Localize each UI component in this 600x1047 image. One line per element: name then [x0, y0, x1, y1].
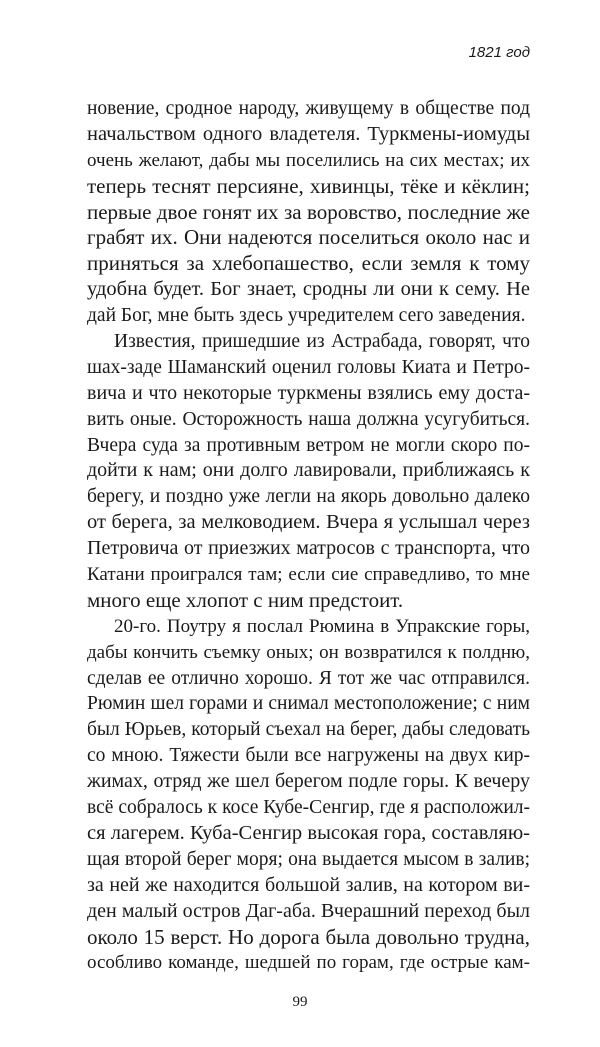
text-line: ден малый остров Даг-аба. Вчерашний переход был	[87, 899, 530, 922]
text-line: со мною. Тяжести были все нагружены на двух кир-	[87, 745, 530, 767]
text-line: приняться за хлебопашество, если земля к тому	[87, 251, 530, 276]
text-line: начальством одного владетеля. Туркмены-иомуды	[87, 122, 530, 145]
text-line: очень желают, дабы мы поселились на сих местах; их	[87, 149, 530, 171]
running-header: 1821 год	[468, 44, 530, 61]
text-line: вить оные. Осторожность наша должна усугубиться.	[87, 408, 530, 430]
text-line: был Юрьев, который съехал на берег, дабы следовать	[87, 719, 530, 741]
text-line: щая второй берег моря; она выдается мысом в залив;	[87, 848, 530, 870]
text-line: дойти к нам; они долго лавировали, приближаясь к	[87, 459, 530, 482]
text-line: дабы кончить съемку оных; он возвратился к полдню,	[87, 641, 530, 663]
text-line: теперь теснят персияне, хивинцы, тёке и кёклин;	[87, 173, 530, 198]
text-line: много еще хлопот с ним предстоит.	[87, 587, 404, 612]
text-line: от берега, за мелководием. Вчера я услышал через	[87, 511, 530, 534]
text-line: всё собралось к косе Кубе-Сенгир, где я расположил-	[87, 797, 530, 819]
text-line: дай Бог, мне быть здесь учредителем сего заведения.	[87, 305, 526, 327]
text-line: вича и что некоторые туркмены взялись ему доста-	[87, 381, 530, 404]
text-line: берегу, и поздно уже легли на якорь довольно далеко	[87, 486, 530, 508]
text-line: Вчера суда за противным ветром не могли скоро по-	[87, 434, 530, 456]
text-line: около 15 верст. Но дорога была довольно трудна,	[87, 924, 530, 949]
text-line: Петровича от приезжих матросов с транспорта, что	[87, 537, 530, 560]
text-line: Известия, пришедшие из Астрабада, говорят, что	[114, 331, 530, 353]
page-number: 99	[292, 994, 308, 1010]
text-line: Рюмин шел горами и снимал местоположение; с ним	[87, 693, 530, 715]
text-line: сделав ее отлично хорошо. Я тот же час отправился.	[87, 667, 530, 689]
text-line: 20-го. Поутру я послал Рюмина в Упракские горы,	[114, 615, 530, 637]
text-line: особливо команде, шедшей по горам, где острые кам-	[87, 952, 530, 974]
text-line: новение, сродное народу, живущему в обществе под	[87, 98, 530, 119]
text-line: ся лагерем. Куба-Сенгир высокая гора, составляю-	[87, 821, 530, 844]
body-text	[87, 96, 530, 976]
text-line: за ней же находится большой залив, на котором ви-	[87, 873, 530, 896]
text-line: Катани проигрался там; если сие справедливо, то мне	[87, 564, 530, 586]
text-line: шах-заде Шаманский оценил головы Киата и Петро-	[87, 356, 530, 378]
text-line: жимах, отряд же шел берегом подле горы. К вечеру	[87, 770, 530, 793]
text-line: первые двое гонят их за воровство, последние же	[87, 199, 530, 224]
text-line: грабят их. Они надеются поселиться около нас и	[87, 225, 530, 250]
text-line: удобна будет. Бог знает, сродны ли они к сему. Не	[87, 278, 530, 301]
